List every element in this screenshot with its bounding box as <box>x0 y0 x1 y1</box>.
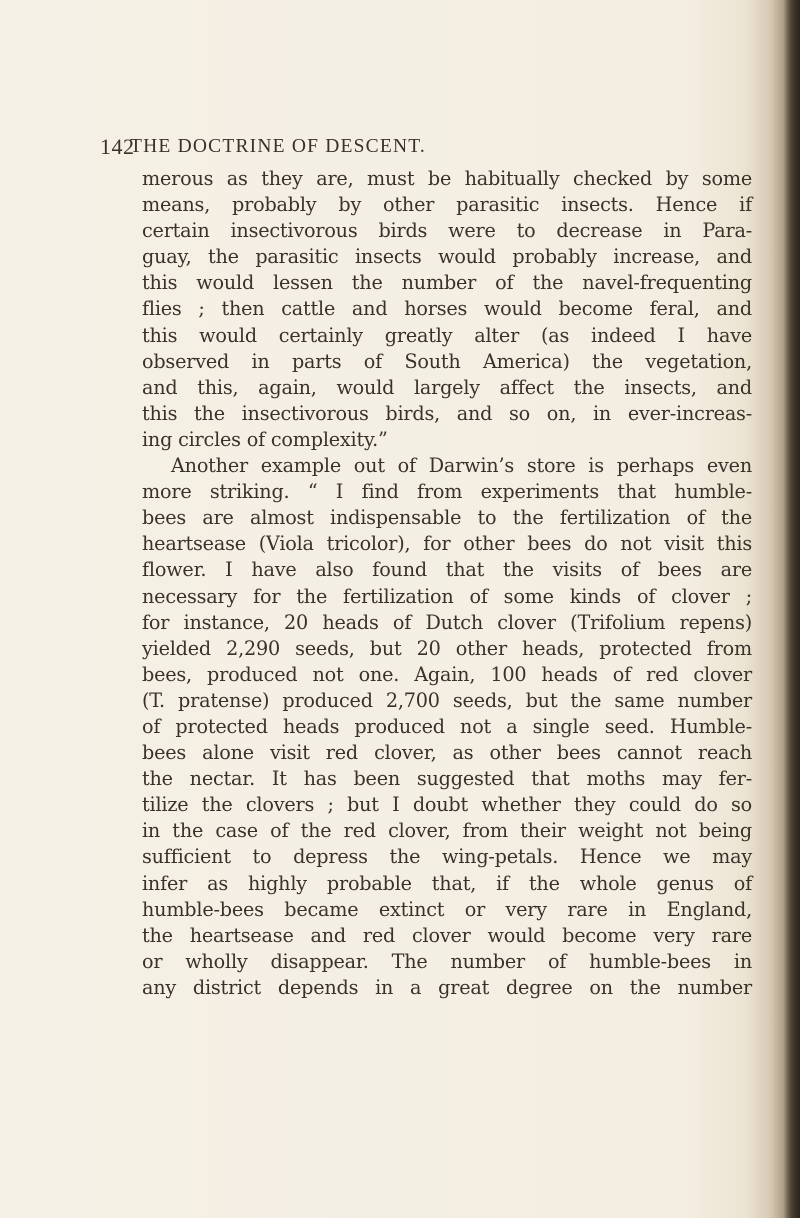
text-line: flies ; then cattle and horses would become feral, and <box>142 297 752 321</box>
text-line: guay, the parasitic insects would probably increase, and <box>142 245 752 269</box>
paragraph-end-line: ing circles of complexity.” <box>142 427 388 451</box>
text-line: merous as they are, must be habitually checked by some <box>142 167 752 190</box>
text-line: this would lessen the number of the navel-frequenting <box>142 271 752 295</box>
text-line: certain insectivorous birds were to decrease in Para- <box>142 219 752 243</box>
text-line: bees are almost indispensable to the fertilization of the <box>142 506 752 530</box>
text-line: means, probably by other parasitic insects. Hence if <box>142 193 752 217</box>
text-line: more striking. “ I find from experiments that humble- <box>142 480 752 504</box>
text-line: bees, produced not one. Again, 100 heads of red clover <box>142 662 752 686</box>
text-line: (T. pratense) produced 2,700 seeds, but the same number <box>142 688 752 712</box>
text-line: humble-bees became extinct or very rare in England, <box>142 897 752 921</box>
text-line: the heartsease and red clover would become very rare <box>142 923 752 947</box>
text-line: of protected heads produced not a single seed. Humble- <box>142 714 752 738</box>
text-line: heartsease (Viola tricolor), for other bees do not visit this <box>142 532 752 556</box>
page-header <box>100 134 750 164</box>
page-number: 142 <box>100 134 135 159</box>
text-line: sufficient to depress the wing-petals. Hence we may <box>142 845 752 869</box>
text-line: and this, again, would largely affect the insects, and <box>142 375 752 399</box>
text-line: tilize the clovers ; but I doubt whether they could do so <box>142 793 752 817</box>
text-line: flower. I have also found that the visits of bees are <box>142 558 752 582</box>
text-line: yielded 2,290 seeds, but 20 other heads, protected from <box>142 636 752 660</box>
paragraph-start-line: Another example out of Darwin’s store is perhaps even <box>171 454 752 478</box>
text-line: or wholly disappear. The number of humble-bees in <box>142 949 752 973</box>
running-title: THE DOCTRINE OF DESCENT. <box>130 136 427 157</box>
text-line: this would certainly greatly alter (as indeed I have <box>142 323 752 347</box>
text-line: observed in parts of South America) the vegetation, <box>142 349 752 373</box>
text-line: for instance, 20 heads of Dutch clover (Trifolium repens) <box>142 610 752 634</box>
text-line: necessary for the fertilization of some kinds of clover ; <box>142 584 752 608</box>
text-line: the nectar. It has been suggested that moths may fer- <box>142 767 752 791</box>
text-line: any district depends in a great degree on the number <box>142 975 752 999</box>
body-text <box>142 166 752 1001</box>
text-line: infer as highly probable that, if the whole genus of <box>142 871 752 895</box>
text-line: this the insectivorous birds, and so on, in ever-increas- <box>142 401 752 425</box>
text-line: bees alone visit red clover, as other bees cannot reach <box>142 741 752 765</box>
page-binding-edge <box>772 0 800 1218</box>
text-line: in the case of the red clover, from their weight not being <box>142 819 752 843</box>
